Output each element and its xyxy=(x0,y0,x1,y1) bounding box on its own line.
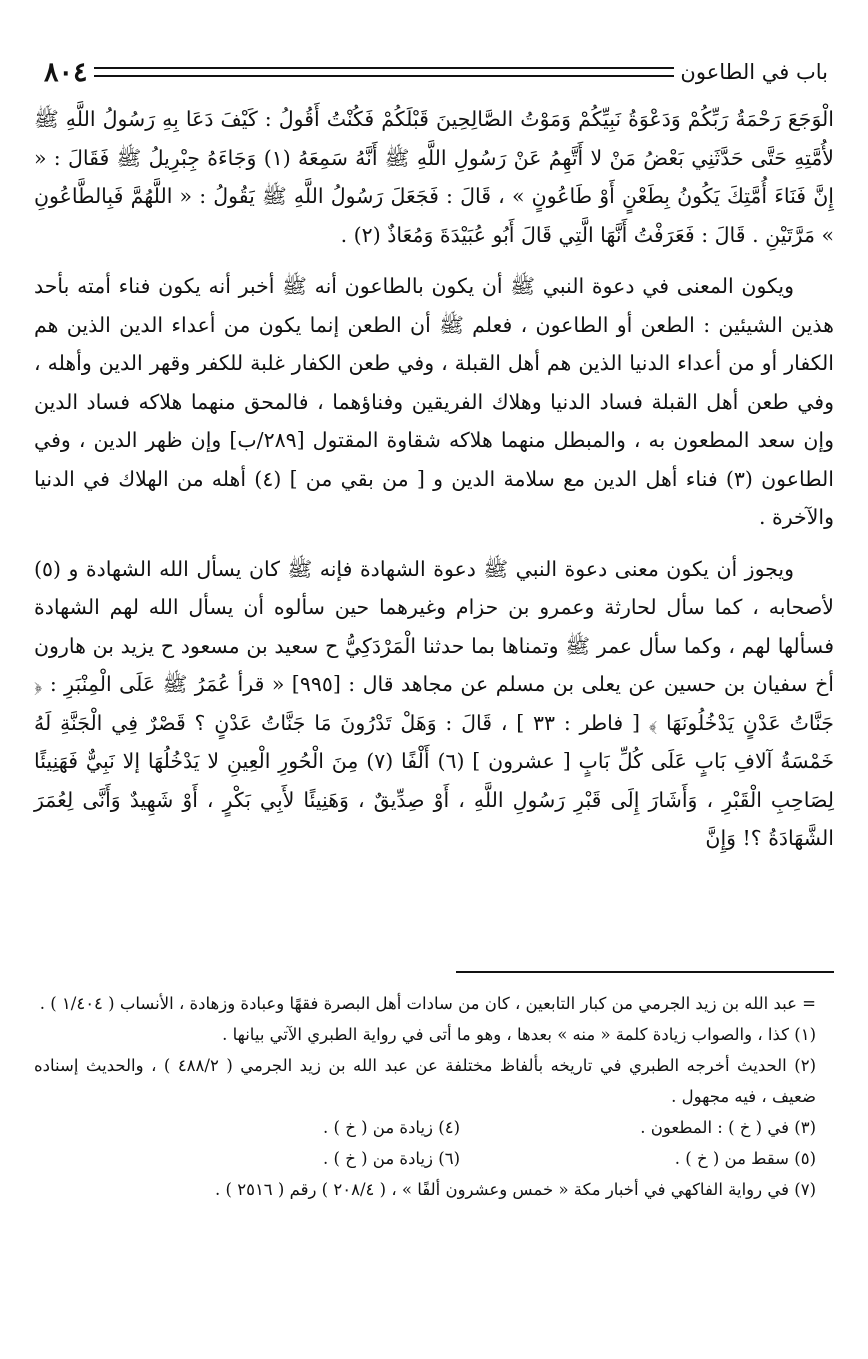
paragraph-gap xyxy=(34,537,834,550)
paragraph-hadith-continuation: الْوَجَعَ رَحْمَةُ رَبِّكُمْ وَدَعْوَةُ نَبِيِّكُمْ وَمَوْتُ الصَّالِحِينَ قَبْلَكُمْ فَكُنْتُ أَقُولُ : كَيْفَ دَعَا بِهِ رَسُولُ اللَّهِ ﷺ لأُمَّتِهِ حَتَّى حَدَّثَنِي بَعْضُ مَنْ لا أَتَّهِمُ عَنْ رَسُولِ اللَّهِ ﷺ أَنَّهُ سَمِعَهُ (١) وَجَاءَهُ جِبْرِيلُ ﷺ فَقَالَ : « إِنَّ فَنَاءَ أُمَّتِكَ يَكُونُ بِطَعْنٍ أَوْ طَاعُونٍ » ، قَالَ : فَجَعَلَ رَسُولُ اللَّهِ ﷺ يَقُولُ : « اللَّهُمَّ فَبِالطَّاعُونِ » مَرَّتَيْنِ . قَالَ : فَعَرَفْتُ أَنَّهَا الَّتِي قَالَ أَبُو عُبَيْدَةَ وَمُعَاذٌ (٢) . xyxy=(34,107,834,247)
paragraph-gap xyxy=(34,254,834,267)
footnote-1: (١) كذا ، والصواب زيادة كلمة « منه » بعدها ، وهو ما أتى في رواية الطبري الآتي بيانها . xyxy=(222,1025,816,1044)
page-number: ٨٠٤ xyxy=(44,56,88,88)
main-text xyxy=(34,100,834,858)
footnote-6: (٦) زيادة من ( خ ) . xyxy=(323,1149,460,1168)
footnote-3: (٣) في ( خ ) : المطعون . xyxy=(640,1118,816,1137)
running-header xyxy=(34,52,834,92)
footnote-7: (٧) في رواية الفاكهي في أخبار مكة « خمس وعشرون ألفًا » ، ( ٢٠٨/٤ ) رقم ( ٢٥١٦ ) . xyxy=(215,1180,816,1199)
footnote-2: (٢) الحديث أخرجه الطبري في تاريخه بألفاظ مختلفة عن عبد الله بن زيد الجرمي ( ٤٨٨/٢ ) ، والحديث إسناده ضعيف ، فيه مجهول . xyxy=(34,1056,816,1106)
footnote-5: (٥) سقط من ( خ ) . xyxy=(674,1149,816,1168)
footnotes xyxy=(34,988,834,1205)
chapter-title: باب في الطاعون xyxy=(680,60,828,84)
footnote-row xyxy=(34,1143,834,1174)
header-double-rule xyxy=(94,67,675,77)
footnote-4: (٤) زيادة من ( خ ) . xyxy=(323,1118,460,1137)
paragraph-commentary-meaning: ويكون المعنى في دعوة النبي ﷺ أن يكون بالطاعون أنه ﷺ أخبر أنه يكون فناء أمته بأحد هذين الشيئين : الطعن أو الطاعون ، فعلم ﷺ أن الطعن إنما يكون من أعداء الدين الذين هم الكفار أو من أعداء الدنيا الذين هم أهل القبلة ، وفي طعن الكفار غلبة للكفر وقهر الدين وأهله ، وفي طعن أهل القبلة فساد الدنيا وهلاك الفريقين وفناؤهما ، فالمحق منهما هلاكه فساد الدين وإن سعد المطعون به ، والمبطل منهما هلاكه شقاوة المقتول [٢٨٩/ب] وإن ظهر الدين ، وفي الطاعون (٣) فناء أهل الدين مع سلامة الدين و [ من بقي من ] (٤) أهله من الهلاك في الدنيا والآخرة . xyxy=(34,274,834,529)
footnote-row xyxy=(34,1112,834,1143)
footnote-separator xyxy=(456,971,834,973)
footnote-continuation: = عبد الله بن زيد الجرمي من كبار التابعين ، كان من سادات أهل البصرة فقهًا وعبادة وزهادة ، الأنساب ( ١/٤٠٤ ) . xyxy=(39,994,816,1013)
paragraph-commentary-martyrdom: ويجوز أن يكون معنى دعوة النبي ﷺ دعوة الشهادة فإنه ﷺ كان يسأل الله الشهادة و (٥) لأصحابه ، كما سأل لحارثة وعمرو بن حزام وغيرهما حين سألوه أن يسأل الله لهم الشهادة فسألها لهم ، وكما سأل عمر ﷺ وتمناها بما حدثنا الْمَرْدَكِيُّ ح سعيد بن مسعود ح يزيد بن هارون أخ سفيان بن حسين عن يعلى بن مسلم عن مجاهد قال : [٩٩٥] « قرأ عُمَرُ ﷺ عَلَى الْمِنْبَرِ : ﴿ جَنَّاتُ عَدْنٍ يَدْخُلُونَهَا ﴾ [ فاطر : ٣٣ ] ، قَالَ : وَهَلْ تَدْرُونَ مَا جَنَّاتُ عَدْنٍ ؟ قَصْرٌ فِي الْجَنَّةِ لَهُ خَمْسَةُ آلافِ بَابٍ عَلَى كُلِّ بَابٍ [ عشرون ] (٦) أَلْفًا (٧) مِنَ الْحُورِ الْعِينِ لا يَدْخُلُهَا إلا نَبِيٌّ فَهَنِيئًا لِصَاحِبِ الْقَبْرِ ، وَأَشَارَ إِلَى قَبْرِ رَسُولِ اللَّهِ ، أَوْ صِدِّيقٌ ، وَهَنِيئًا لأَبِي بَكْرٍ ، أَوْ شَهِيدٌ وَأَنَّى لِعُمَرَ الشَّهَادَةُ ؟! وَإِنَّ xyxy=(34,556,835,850)
